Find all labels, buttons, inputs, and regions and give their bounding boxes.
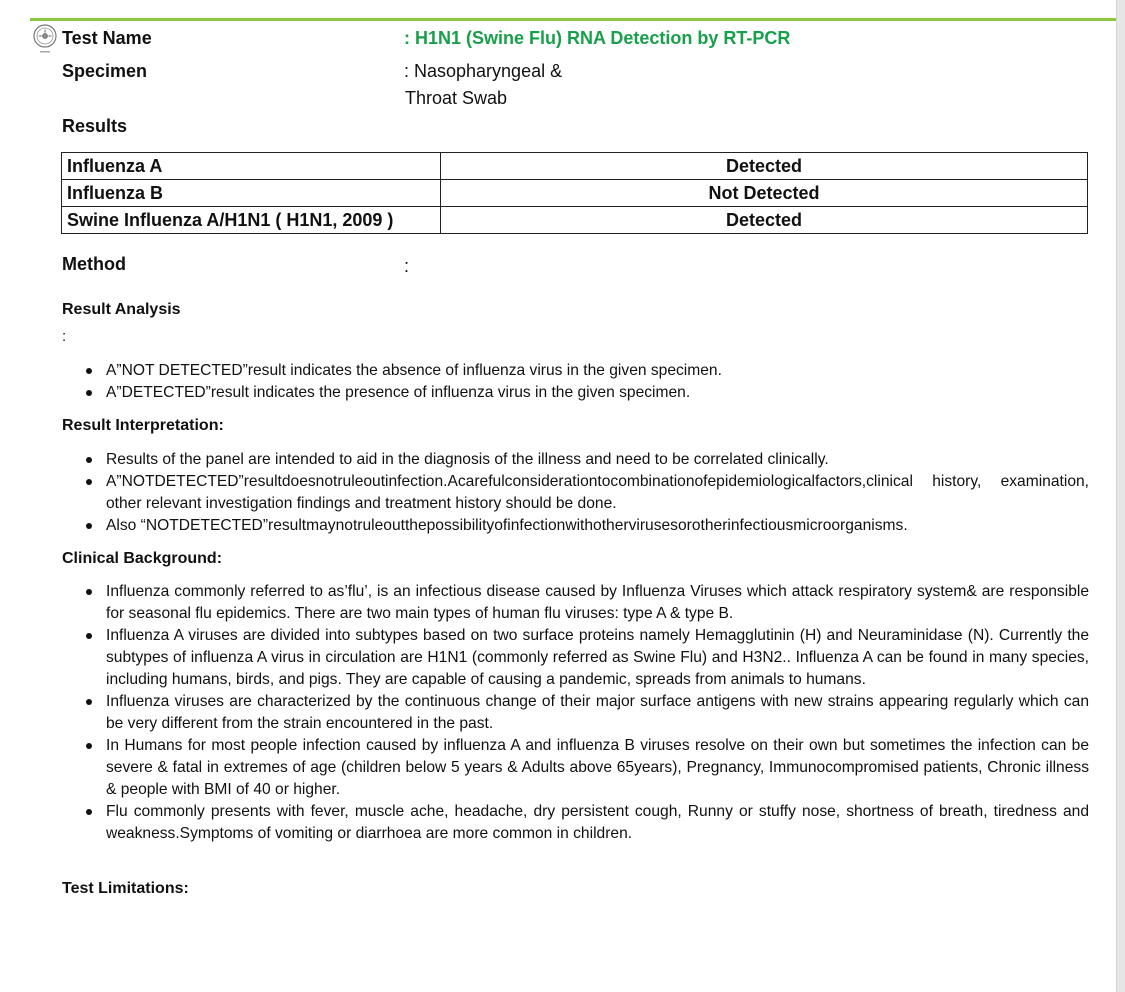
page-edge: [1116, 0, 1125, 992]
result-test-name: Swine Influenza A/H1N1 ( H1N1, 2009 ): [62, 207, 441, 234]
list-item: Results of the panel are intended to aid in the diagnosis of the illness and need to be correlated clinically.: [86, 449, 1089, 471]
list-item: A”DETECTED”result indicates the presence of influenza virus in the given specimen.: [86, 382, 1089, 404]
result-value: Detected: [441, 207, 1088, 234]
result-value: Detected: [441, 153, 1088, 180]
result-analysis-heading: Result Analysis: [62, 301, 181, 318]
result-test-name: Influenza A: [62, 153, 441, 180]
test-limitations-heading: Test Limitations:: [62, 880, 189, 897]
result-test-name: Influenza B: [62, 180, 441, 207]
list-item: A”NOT DETECTED”result indicates the absence of influenza virus in the given specimen.: [86, 360, 1089, 382]
clinical-background-list: [86, 581, 1089, 845]
list-item: Flu commonly presents with fever, muscle ache, headache, dry persistent cough, Runny or stuffy nose, shortness of breath, tiredness and weakness.Symptoms of vomiting or diarrhoea are more common in children.: [86, 801, 1089, 845]
test-name-label: Test Name: [62, 28, 152, 48]
result-interpretation-list: [86, 449, 1089, 537]
list-item: Also “NOTDETECTED”resultmaynotruleoutthepossibilityofinfectionwithothervirusesorotherinfectiousmicroorganisms.: [86, 515, 1089, 537]
results-label: Results: [62, 116, 128, 136]
method-value: :: [404, 256, 410, 276]
table-row: [62, 153, 1088, 180]
specimen-label: Specimen: [62, 61, 148, 81]
header-rule: [30, 18, 1116, 21]
result-analysis-colon: :: [62, 328, 67, 345]
result-analysis-list: [86, 360, 1089, 404]
list-item: Influenza A viruses are divided into subtypes based on two surface proteins namely Hemagglutinin (H) and Neuraminidase (N). Currently the subtypes of influenza A virus in circulation are H1N1 (commonly referred as Swine Flu) and H3N2.. Influenza A can be found in many species, including humans, birds, and pigs. They are capable of causing a pandemic, spreads from animals to humans.: [86, 625, 1089, 691]
table-row: [62, 207, 1088, 234]
result-interpretation-heading: Result Interpretation:: [62, 417, 224, 434]
list-item: Influenza viruses are characterized by the continuous change of their major surface antigens with new strains appearing regularly which can be very different from the strain encountered in the past.: [86, 691, 1089, 735]
list-item: In Humans for most people infection caused by influenza A and influenza B viruses resolve on their own but sometimes the infection can be severe & fatal in extremes of age (children below 5 years & Adults above 65years), Pregnancy, Immunocompromised patients, Chronic illness & people with BMI of 40 or higher.: [86, 735, 1089, 801]
results-table: [61, 152, 1088, 234]
seal-logo-icon: [32, 24, 58, 58]
table-row: [62, 180, 1088, 207]
specimen-value-line2: Throat Swab: [405, 88, 508, 108]
test-name-value: : H1N1 (Swine Flu) RNA Detection by RT-PCR: [404, 28, 791, 48]
list-item: A”NOTDETECTED”resultdoesnotruleoutinfection.Acarefulconsiderationtocombinationofepidemiologicalfactors,clinical history, examination, other relevant investigation findings and treatment history should be done.: [86, 471, 1089, 515]
list-item: Influenza commonly referred to as’flu’, is an infectious disease caused by Influenza Viruses which attack respiratory system& are responsible for seasonal flu epidemics. There are two main types of human flu viruses: type A & type B.: [86, 581, 1089, 625]
result-value: Not Detected: [441, 180, 1088, 207]
clinical-background-heading: Clinical Background:: [62, 550, 223, 567]
method-label: Method: [62, 254, 126, 274]
specimen-value-line1: : Nasopharyngeal &: [404, 61, 563, 81]
